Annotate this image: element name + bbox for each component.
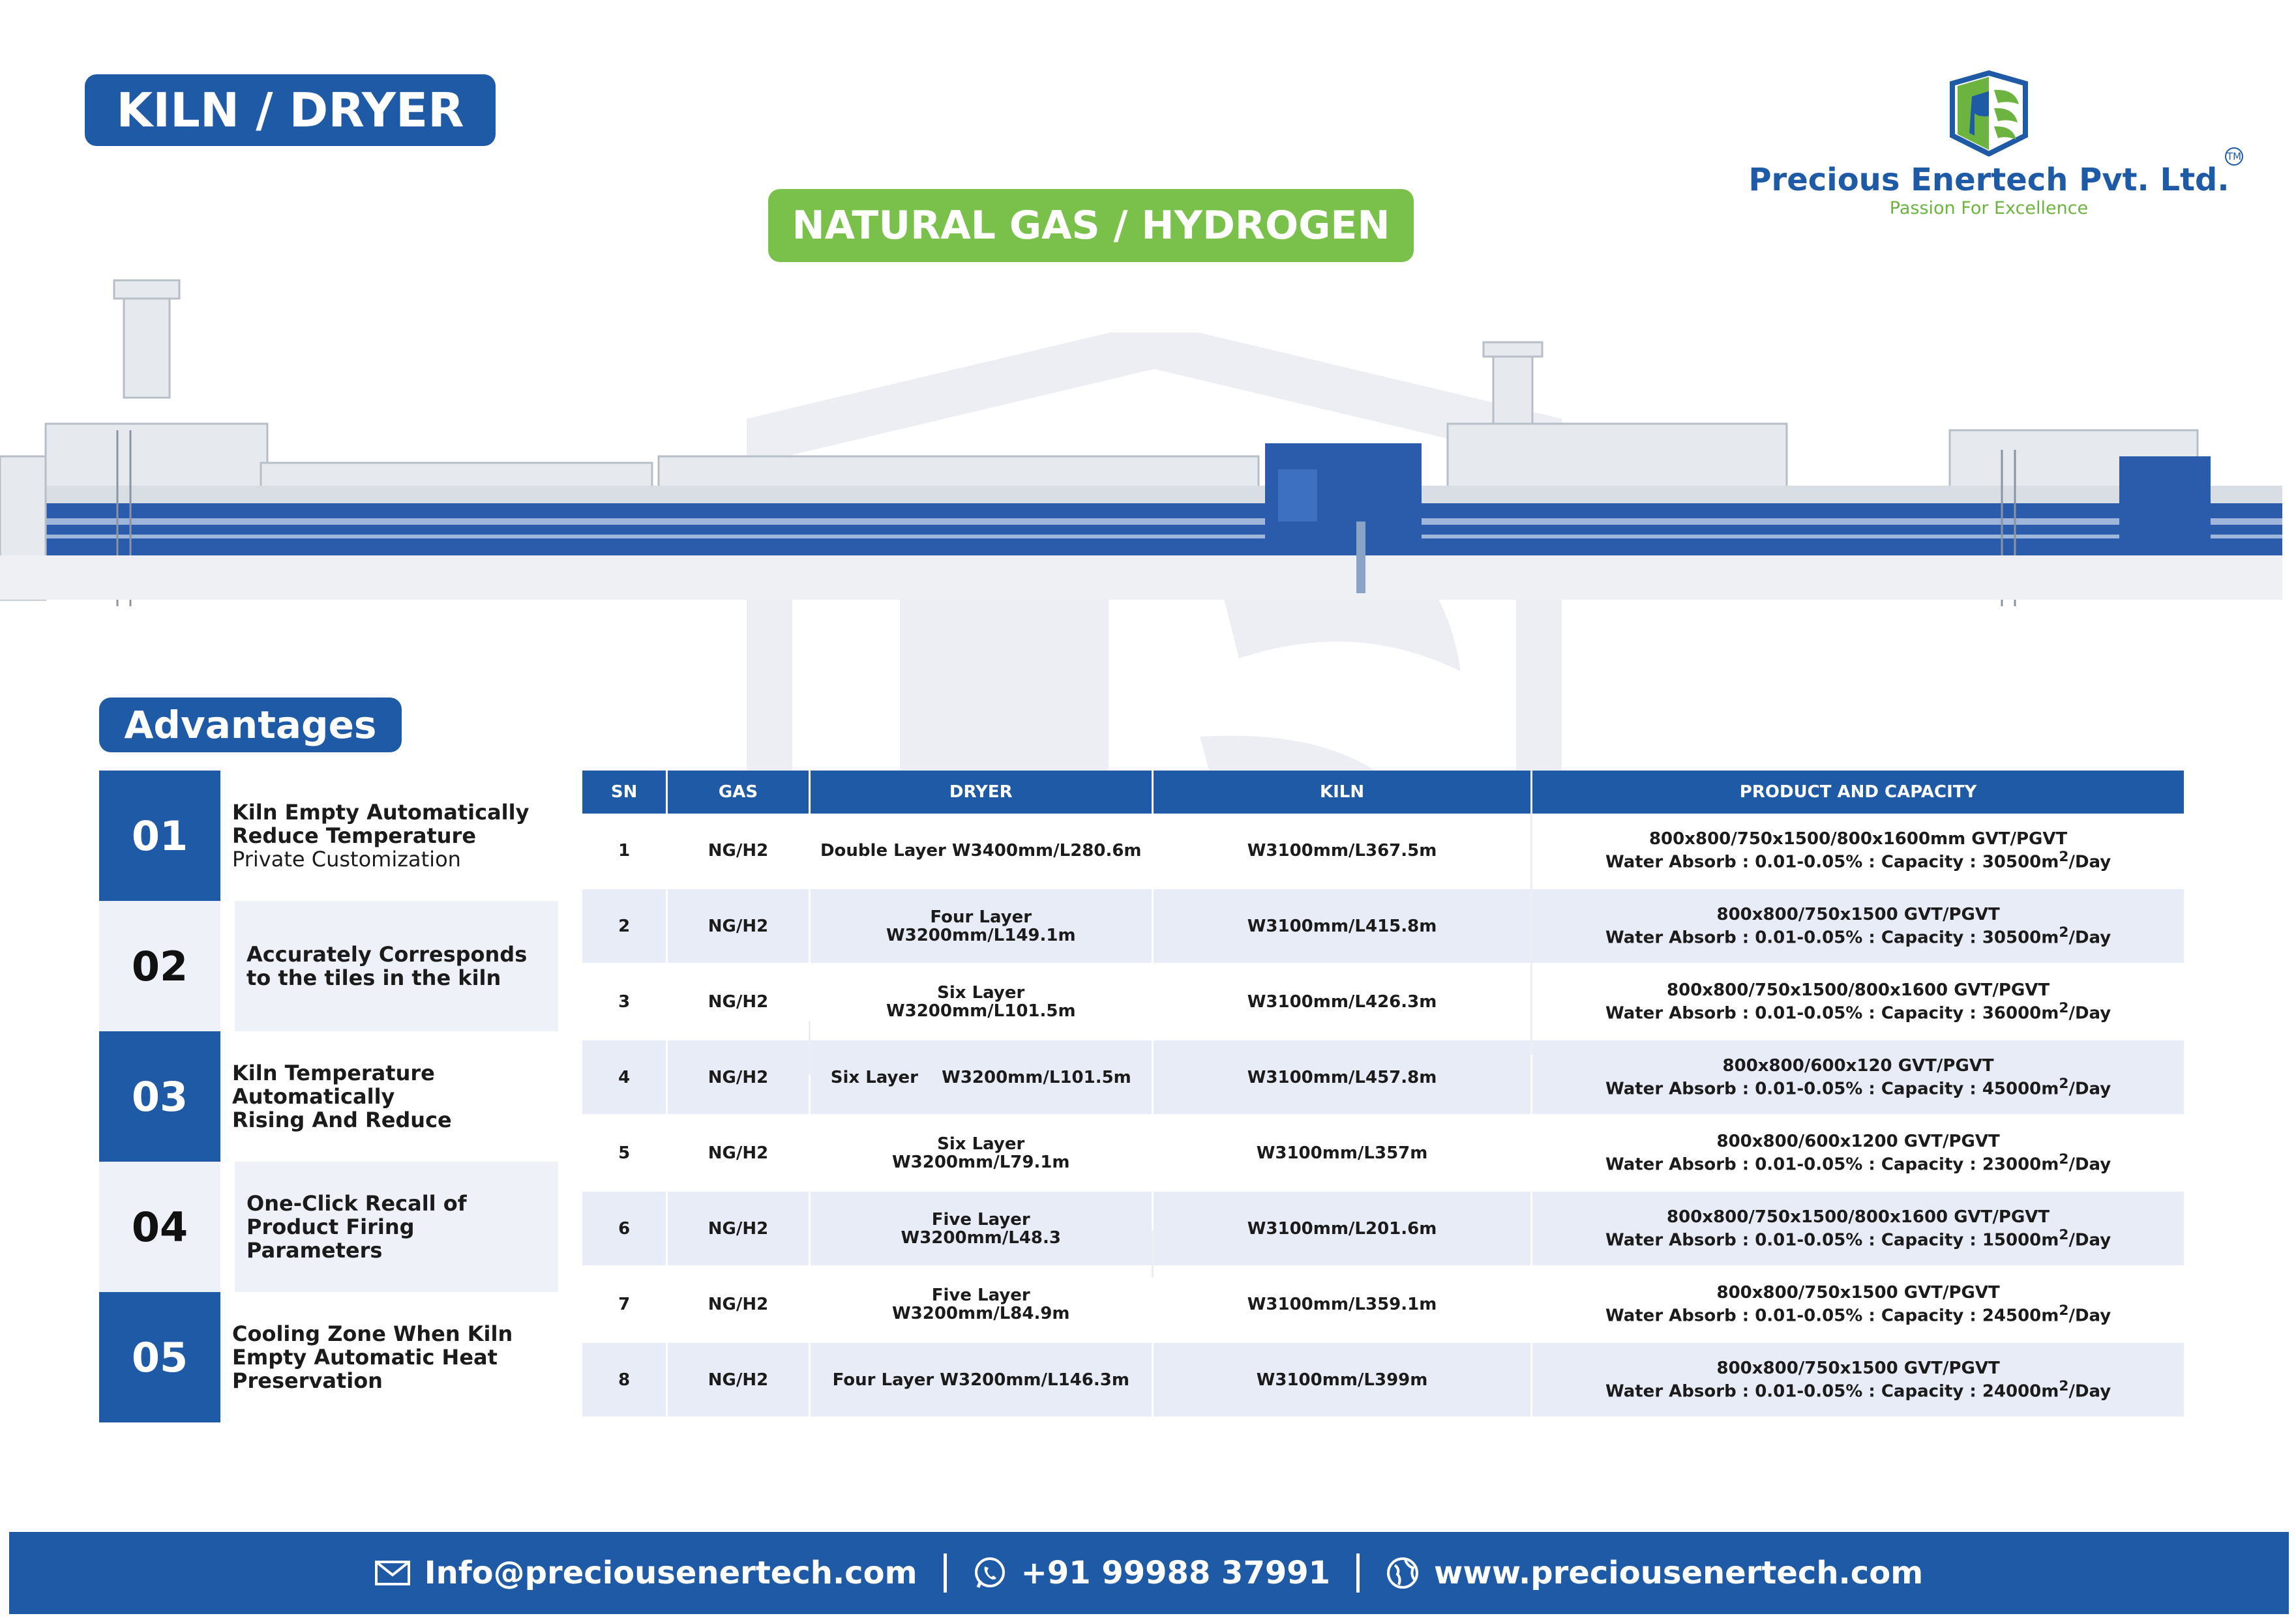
cell-gas [668,1192,808,1267]
kiln-value: W3100mm/L201.6m [1247,1218,1437,1239]
cell-dryer [811,889,1152,965]
advantage-number: 05 [99,1292,220,1422]
kiln-value: W3100mm/L457.8m [1247,1067,1437,1087]
dryer-line: Five Layer [931,1209,1030,1229]
squared-sup: 2 [2059,1075,2069,1092]
dryer-line: Four Layer W3200mm/L146.3m [832,1370,1129,1390]
advantage-item [99,901,558,1031]
advantage-line: Preservation [232,1368,383,1393]
advantage-line: Accurately Corresponds [246,942,528,967]
product-line: 800x800/750x1500 GVT/PGVT [1716,1282,2000,1302]
squared-sup: 2 [2059,924,2069,941]
advantage-line: to the tiles in the kiln [246,965,501,990]
product-line: 800x800/750x1500 GVT/PGVT [1716,1358,2000,1378]
contact-footer [9,1532,2289,1614]
cell-kiln [1154,814,1530,889]
capacity-line: Water Absorb : 0.01-0.05% : Capacity : 24500m [1605,1306,2059,1326]
cell-gas [668,1343,808,1419]
cell-kiln [1154,965,1530,1040]
cell-kiln [1154,1116,1530,1192]
gas-value: NG/H2 [708,1143,769,1163]
dryer-line: W3200mm/L48.3 [901,1228,1061,1248]
capacity-unit: /Day [2068,1079,2111,1099]
footer-phone[interactable] [973,1555,1330,1591]
squared-sup: 2 [2059,848,2069,865]
kiln-value: W3100mm/L426.3m [1247,992,1437,1012]
cell-sn [582,889,666,965]
column-header-product: PRODUCT AND CAPACITY [1532,771,2184,814]
website-link[interactable]: www.preciousenertech.com [1434,1555,1924,1591]
page-title: KILN / DRYER [85,74,496,146]
column-header-dryer: DRYER [811,771,1152,814]
table-header-row [582,771,2184,814]
cell-dryer [811,1192,1152,1267]
cell-product [1532,1267,2184,1343]
logo-mark-icon [1946,70,2032,156]
email-link[interactable]: Info@preciousenertech.com [424,1555,917,1591]
cell-sn [582,1116,666,1192]
sn-value: 6 [618,1218,631,1239]
cell-product [1532,965,2184,1040]
capacity-unit: /Day [2068,852,2111,872]
advantage-number: 01 [99,771,220,901]
gas-value: NG/H2 [708,992,769,1012]
advantages-heading: Advantages [99,698,402,752]
advantage-line: Cooling Zone When Kiln [232,1321,513,1346]
advantage-text [220,1031,558,1162]
cell-product [1532,889,2184,965]
table-row [582,889,2184,965]
table-row [582,965,2184,1040]
footer-website[interactable] [1386,1555,1923,1591]
cell-gas [668,1116,808,1192]
squared-sup: 2 [2059,1151,2069,1168]
squared-sup: 2 [2059,1377,2069,1394]
kiln-value: W3100mm/L415.8m [1247,916,1437,936]
capacity-unit: /Day [2068,1155,2111,1175]
company-tagline: Passion For Excellence [1889,198,2089,218]
dryer-line: W3200mm/L84.9m [891,1303,1070,1323]
cell-product [1532,814,2184,889]
advantage-line: Reduce Temperature [232,823,477,848]
dryer-line: Six Layer W3200mm/L101.5m [830,1067,1131,1087]
column-header-kiln: KILN [1154,771,1530,814]
footer-divider [944,1553,947,1593]
advantage-line: Product Firing [246,1214,415,1239]
column-header-sn: SN [582,771,666,814]
table-row [582,1116,2184,1192]
advantage-item [99,771,558,901]
cell-kiln [1154,1343,1530,1419]
dryer-line: Four Layer [930,907,1032,927]
advantage-line: Private Customization [232,847,461,872]
capacity-unit: /Day [2068,1381,2111,1402]
capacity-line: Water Absorb : 0.01-0.05% : Capacity : 15000m [1605,1230,2059,1250]
capacity-unit: /Day [2068,928,2111,948]
advantage-line: Parameters [246,1238,383,1263]
specification-table [580,771,2186,1419]
fuel-type-badge: NATURAL GAS / HYDROGEN [768,189,1414,262]
table-row [582,1040,2184,1116]
advantage-line: One-Click Recall of [246,1191,467,1216]
footer-divider [1356,1553,1360,1593]
sn-value: 8 [618,1370,631,1390]
gas-value: NG/H2 [708,1294,769,1314]
kiln-dryer-illustration [0,261,2296,626]
advantage-number: 02 [99,901,220,1031]
advantages-list [99,771,558,1422]
cell-kiln [1154,1192,1530,1267]
sn-value: 3 [618,992,631,1012]
table-row [582,814,2184,889]
cell-sn [582,814,666,889]
capacity-line: Water Absorb : 0.01-0.05% : Capacity : 36000m [1605,1003,2059,1023]
advantage-line: Kiln Temperature [232,1061,435,1085]
trademark-badge: TM [2225,147,2243,166]
advantage-number: 04 [99,1162,220,1292]
sn-value: 5 [618,1143,631,1163]
advantage-item [99,1292,558,1422]
gas-value: NG/H2 [708,916,769,936]
dryer-line: Six Layer [937,1134,1025,1154]
cell-product [1532,1116,2184,1192]
product-line: 800x800/600x1200 GVT/PGVT [1716,1131,2000,1151]
advantage-text [220,771,558,901]
squared-sup: 2 [2059,999,2069,1016]
company-logo [1748,70,2242,227]
cell-product [1532,1343,2184,1419]
cell-sn [582,1343,666,1419]
table-row [582,1343,2184,1419]
sn-value: 2 [618,916,631,936]
capacity-line: Water Absorb : 0.01-0.05% : Capacity : 30500m [1605,928,2059,948]
table-row [582,1192,2184,1267]
cell-kiln [1154,1040,1530,1116]
kiln-value: W3100mm/L367.5m [1247,840,1437,860]
gas-value: NG/H2 [708,1370,769,1390]
kiln-value: W3100mm/L357m [1256,1143,1428,1163]
phone-link[interactable]: +91 99988 37991 [1021,1555,1331,1591]
mail-icon [375,1561,410,1585]
advantage-line: Kiln Empty Automatically [232,800,529,825]
company-name: Precious Enertech Pvt. Ltd. [1748,162,2229,198]
capacity-unit: /Day [2068,1230,2111,1250]
cell-product [1532,1192,2184,1267]
column-header-gas: GAS [668,771,808,814]
product-line: 800x800/750x1500/800x1600 GVT/PGVT [1667,1207,2050,1227]
gas-value: NG/H2 [708,1067,769,1087]
dryer-line: Five Layer [931,1285,1030,1305]
globe-icon [1386,1556,1420,1590]
footer-email[interactable] [375,1555,917,1591]
cell-sn [582,1192,666,1267]
squared-sup: 2 [2059,1226,2069,1243]
cell-dryer [811,1343,1152,1419]
cell-kiln [1154,1267,1530,1343]
gas-value: NG/H2 [708,1218,769,1239]
gas-value: NG/H2 [708,840,769,860]
advantage-text [220,1292,558,1422]
product-line: 800x800/750x1500/800x1600mm GVT/PGVT [1648,829,2068,849]
cell-dryer [811,1040,1152,1116]
sn-value: 1 [618,840,631,860]
advantage-text [235,901,558,1031]
dryer-line: W3200mm/L79.1m [891,1152,1070,1172]
advantage-item [99,1162,558,1292]
advantage-line: Rising And Reduce [232,1108,452,1132]
cell-sn [582,1267,666,1343]
dryer-line: W3200mm/L101.5m [886,1001,1076,1021]
product-line: 800x800/750x1500 GVT/PGVT [1716,904,2000,924]
cell-dryer [811,1116,1152,1192]
cell-sn [582,965,666,1040]
capacity-unit: /Day [2068,1306,2111,1326]
capacity-unit: /Day [2068,1003,2111,1023]
cell-dryer [811,1267,1152,1343]
cell-dryer [811,814,1152,889]
cell-gas [668,1040,808,1116]
advantage-item [99,1031,558,1162]
cell-gas [668,1267,808,1343]
cell-sn [582,1040,666,1116]
cell-product [1532,1040,2184,1116]
cell-gas [668,814,808,889]
kiln-value: W3100mm/L359.1m [1247,1294,1437,1314]
capacity-line: Water Absorb : 0.01-0.05% : Capacity : 30500m [1605,852,2059,872]
advantage-text [235,1162,558,1292]
whatsapp-icon [973,1556,1007,1590]
cell-kiln [1154,889,1530,965]
sn-value: 4 [618,1067,631,1087]
dryer-line: W3200mm/L149.1m [886,925,1076,945]
product-line: 800x800/600x120 GVT/PGVT [1722,1055,1994,1076]
sn-value: 7 [618,1294,631,1314]
table-row [582,1267,2184,1343]
advantage-line: Automatically [232,1084,395,1109]
capacity-line: Water Absorb : 0.01-0.05% : Capacity : 24000m [1605,1381,2059,1402]
cell-dryer [811,965,1152,1040]
capacity-line: Water Absorb : 0.01-0.05% : Capacity : 23000m [1605,1155,2059,1175]
cell-gas [668,889,808,965]
squared-sup: 2 [2059,1302,2069,1319]
capacity-line: Water Absorb : 0.01-0.05% : Capacity : 45000m [1605,1079,2059,1099]
product-line: 800x800/750x1500/800x1600 GVT/PGVT [1667,980,2050,1000]
dryer-line: Six Layer [937,982,1025,1003]
cell-gas [668,965,808,1040]
advantage-line: Empty Automatic Heat [232,1345,498,1370]
kiln-value: W3100mm/L399m [1256,1370,1428,1390]
dryer-line: Double Layer W3400mm/L280.6m [820,840,1142,860]
advantage-number: 03 [99,1031,220,1162]
